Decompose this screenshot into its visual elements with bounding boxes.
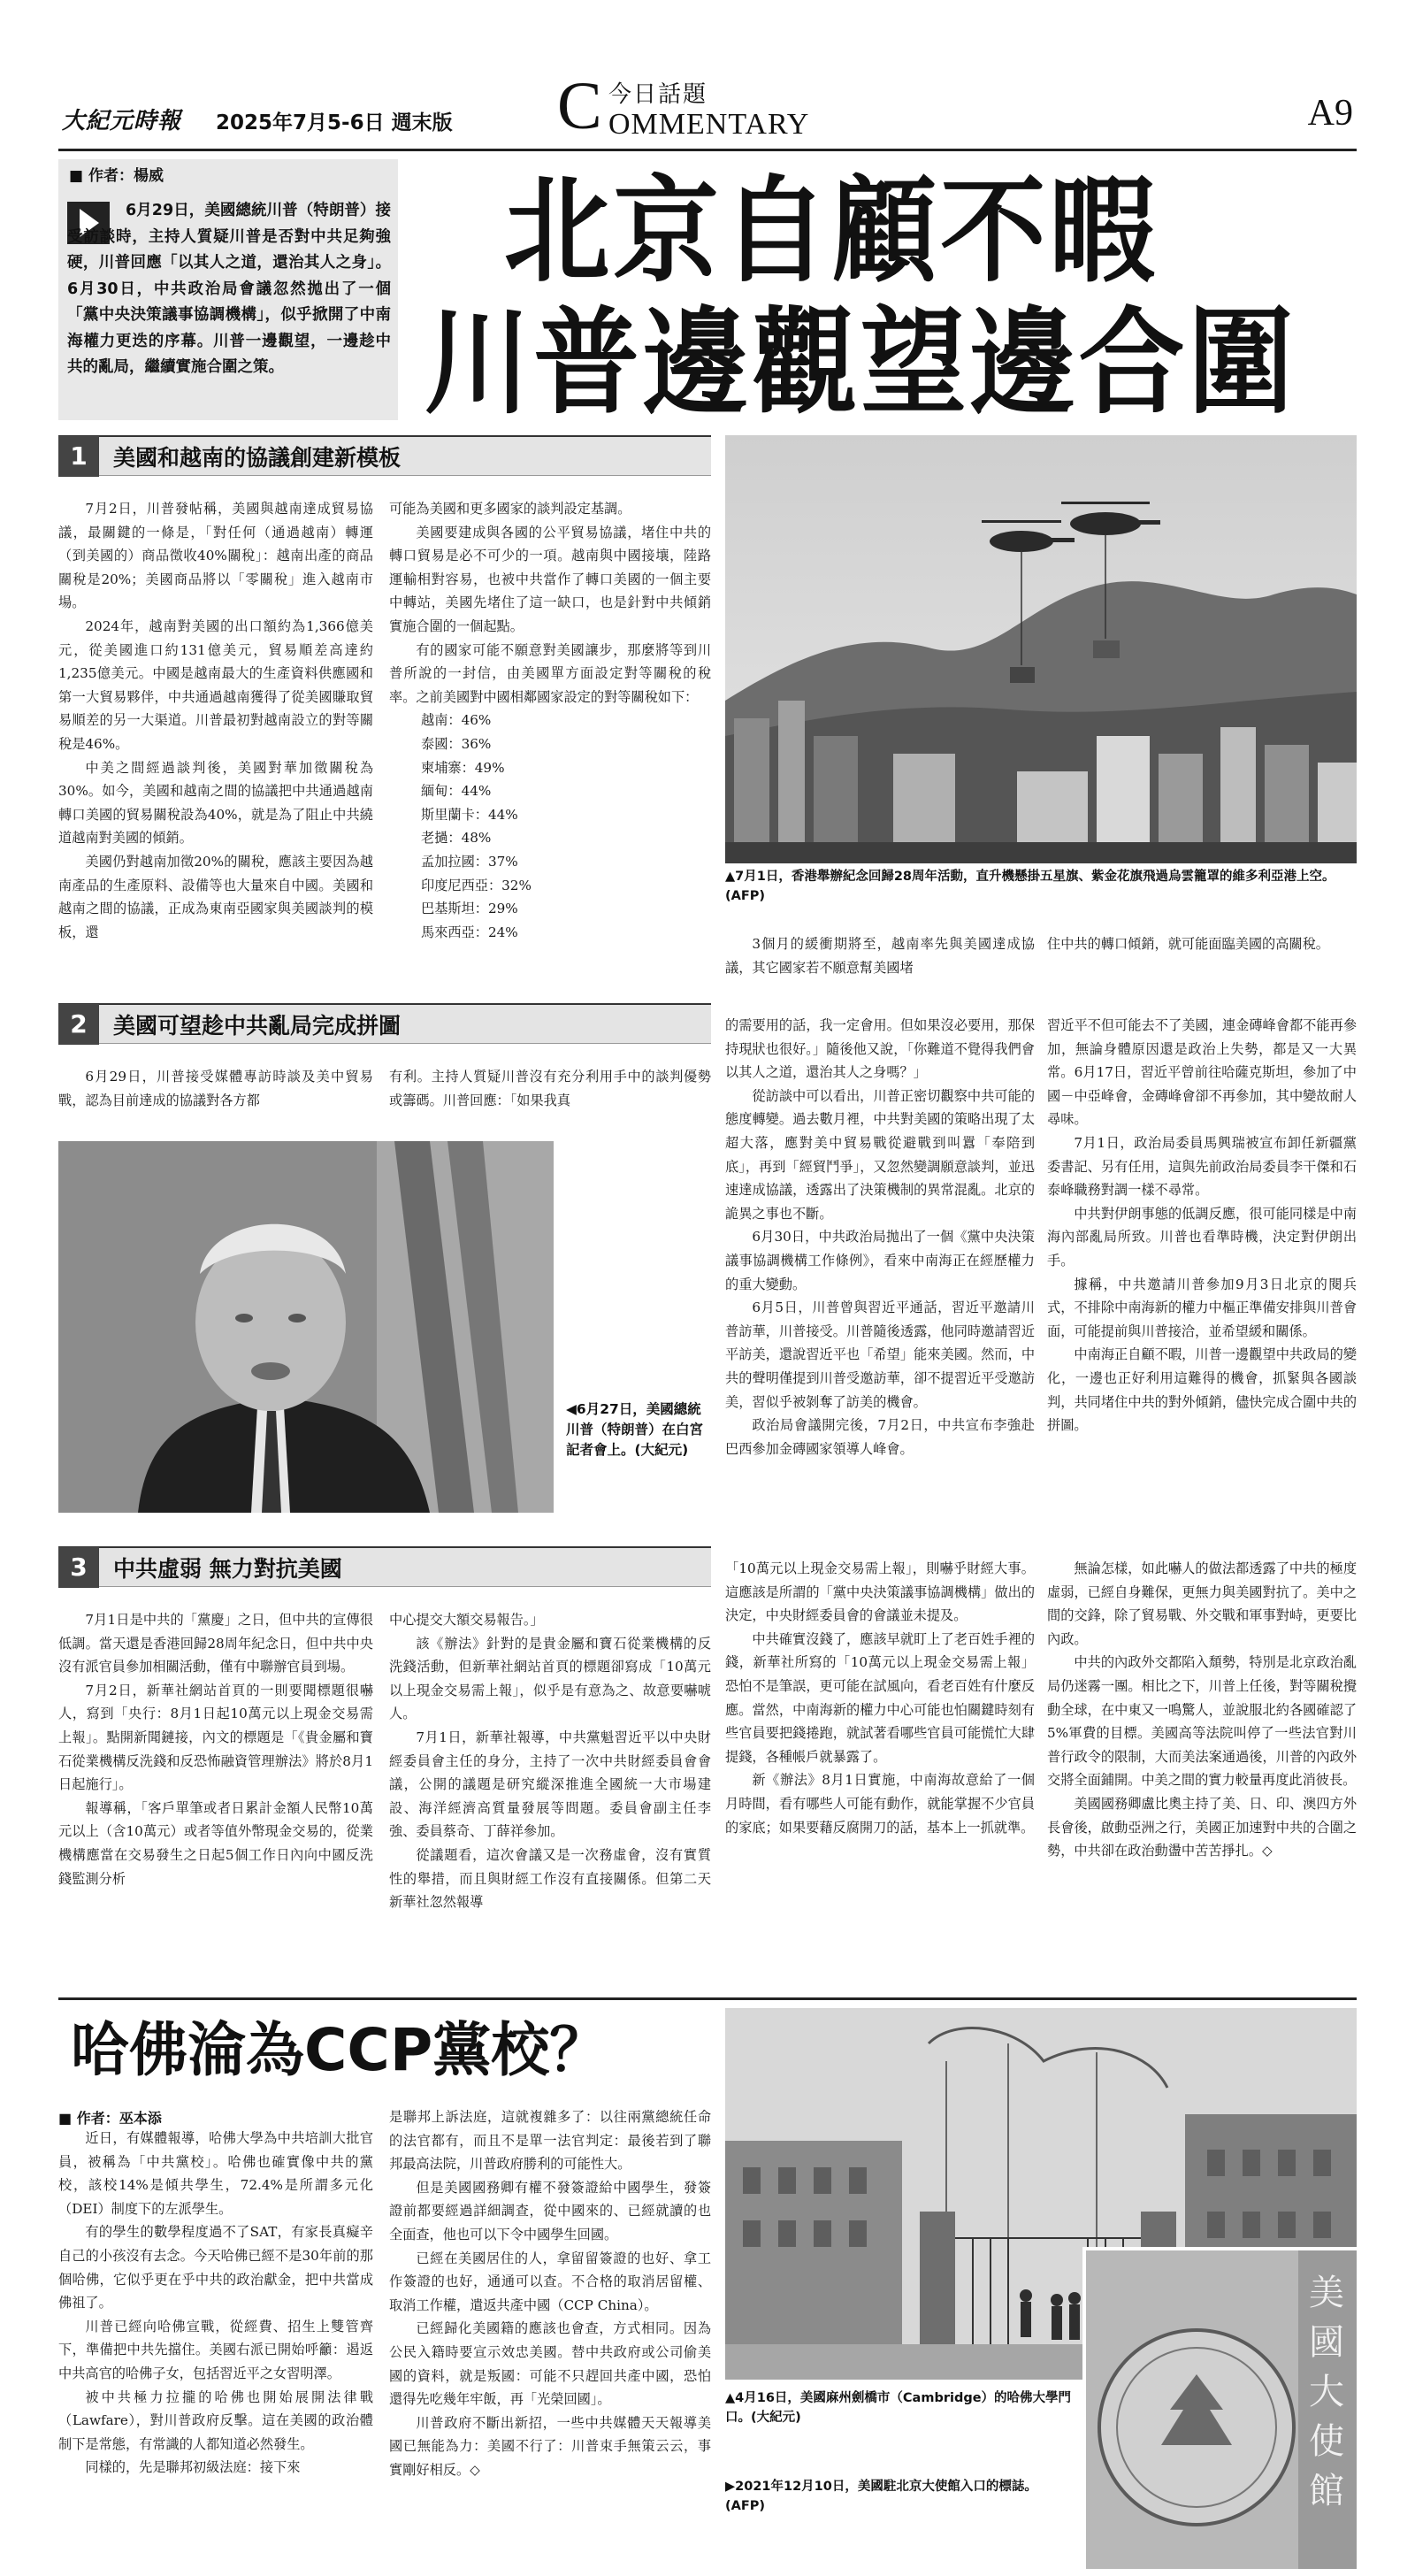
lead-headline-line2: 川普邊觀望邊合圍 (424, 295, 1297, 430)
article-divider (58, 1997, 1357, 2000)
tariff-item: 泰國：36% (421, 735, 492, 752)
paragraph: 川普已經向哈佛宣戰，從經費、招生上雙管齊下，準備把中共先擋住。美國右派已開始呼籲：遏返中共高官的哈佛子女，包括習近平之女習明澤。 (58, 2318, 373, 2381)
section1-col1 (58, 497, 373, 989)
paragraph: 住中共的轉口傾銷，就可能面臨美國的高關稅。 (1047, 936, 1329, 952)
section1-bottom-col2 (1047, 932, 1357, 985)
hong-kong-harbour-image (725, 435, 1357, 863)
section-logo (557, 69, 929, 143)
section3-col4 (1047, 1557, 1357, 1989)
paragraph: 同樣的，先是聯邦初級法庭：接下來 (85, 2459, 301, 2476)
paragraph: 6月30日，中共政治局拋出了一個《黨中央決策議事協調機構工作條例》，看來中南海正在經歷權力的重大變動。 (725, 1229, 1035, 1292)
embassy-sign-text: 美國大使館 (1309, 2273, 1344, 2511)
section2-top-col1 (58, 1065, 373, 1115)
paragraph: 中南海正自顧不暇，川普一邊觀望中共政局的變化，一邊也正好利用這難得的機會，抓緊與各國談判，共同堵住中共的對外傾銷，儘快完成合圍中共的拼圖。 (1047, 1346, 1357, 1434)
hong-kong-photo-caption: ▲7月1日，香港舉辦紀念回歸28周年活動，直升機懸掛五星旗、紫金花旗飛過烏雲籠罩的維多利亞港上空。(AFP) (725, 870, 1335, 903)
paragraph: 是聯邦上訴法庭，這就複雜多了：以往兩黨總統任命的法官都有，而且不是單一法官判定：最後若到了聯邦最高法院，川普政府勝利的可能性大。 (389, 2109, 711, 2173)
lead-headline-line1: 北京自顧不暇 (504, 164, 1159, 298)
paragraph: 中共的內政外交都陷入頹勢，特別是北京政治亂局仍迷霧一團。相比之下，川普上任後，對等關稅攪動全球，在中東又一鳴驚人，並說服北約各國確認了5%軍費的目標。美國高等法院叫停了一些法官對川普行政令的限制，大而美法案通過後，川普的內政外交將全面鋪開。中美之間的實力較量再度此消彼長。 (1047, 1654, 1357, 1789)
tariff-item: 印度尼西亞：32% (421, 877, 532, 893)
trump-portrait-image (58, 1141, 554, 1513)
paragraph: 7月2日，新華社網站首頁的一則要聞標題很嚇人，寫到「央行：8月1日起10萬元以上現金交易需上報」。點開新聞鏈接，內文的標題是「《貴金屬和寶石從業機構反洗錢和反恐怖融資管理辦法》將於8月1日起施行」。 (58, 1682, 373, 1793)
section2-number: 2 (58, 1004, 99, 1045)
paragraph: 習近平不但可能去不了美國，連金磚峰會都不能再參加，無論身體原因還是政治上失勢，都是又一大異常。6月17日，習近平曾前往哈薩克斯坦，參加了中國－中亞峰會，金磚峰會卻不再參加，其中變故耐人尋味。 (1047, 1017, 1357, 1128)
paragraph: 7月1日，政治局委員馬興瑞被宣布卸任新疆黨委書記、另有任用，這與先前政治局委員李干傑和石泰峰職務對調一樣不尋常。 (1047, 1134, 1357, 1199)
paragraph: 6月5日，川普曾與習近平通話，習近平邀請川普訪華，川普接受。川普隨後透露，他同時邀請習近平訪美，還說習近平也「希望」能來美國。然而，中共的聲明僅提到川普受邀訪華，卻不提習近平受邀訪美，習似乎被剝奪了訪美的機會。 (725, 1300, 1035, 1410)
harvard-photo-caption: ▲4月16日，美國麻州劍橋市（Cambridge）的哈佛大學門口。(大紀元) (725, 2391, 1072, 2425)
embassy-photo-caption: ▶2021年12月10日，美國駐北京大使館入口的標誌。(AFP) (725, 2480, 1037, 2513)
paragraph: 被中共極力拉攏的哈佛也開始展開法律戰（Lawfare），對川普政府反擊。這在美國的政治體制下是常態，有常識的人都知道必然發生。 (58, 2388, 373, 2452)
section3-number: 3 (58, 1547, 99, 1588)
tariff-item: 巴基斯坦：29% (421, 901, 518, 917)
section3-col2 (389, 1608, 711, 1989)
paragraph: 新《辦法》8月1日實施，中南海故意給了一個月時間，看有哪些人可能有動作，就能掌握不少官員的家底；如果要藉反腐開刀的話，基本上一抓就準。 (725, 1772, 1035, 1836)
paragraph: 報導稱，「客戶單筆或者日累計金額人民幣10萬元以上（含10萬元）或者等值外幣現金交易的，從業機構應當在交易發生之日起5個工作日內向中國反洗錢監測分析 (58, 1799, 373, 1887)
section-logo-text: OMMENTARY (608, 108, 810, 141)
section-logo-initial: C (557, 69, 602, 143)
section2-top-col2 (389, 1065, 711, 1115)
section2-header (58, 1003, 711, 1044)
tariff-list (389, 709, 711, 944)
issue-date: 2025年7月5-6日 週末版 (216, 111, 453, 134)
paragraph: 美國仍對越南加徵20%的關稅，應該主要因為越南產品的生產原料、設備等也大量來自中國。美國和越南之間的協議，正成為東南亞國家與美國談判的模板，還 (58, 853, 373, 940)
paragraph: 2024年，越南對美國的出口額約為1,366億美元，從美國進口約131億美元，貿易順差高達約1,235億美元。中國是越南最大的生產資料供應國和第一大貿易夥伴，中共通過越南獲得了從美國賺取貿易順差的另一大渠道。川普最初對越南設立的對等關稅是46%。 (58, 617, 373, 752)
paper-name: 大紀元時報 (62, 108, 182, 134)
paragraph: 美國國務卿盧比奧主持了美、日、印、澳四方外長會後，啟動亞洲之行，美國正加速對中共的合圍之勢，中共卻在政治動盪中苦苦掙扎。◇ (1047, 1795, 1357, 1859)
paragraph: 6月29日，川普接受媒體專訪時談及美中貿易戰，認為目前達成的協議對各方都 (58, 1069, 373, 1108)
paragraph: 有利。主持人質疑川普沒有充分利用手中的談判優勢或籌碼。川普回應：「如果我真 (389, 1069, 711, 1108)
lead-byline: ■ 作者：楊威 (69, 167, 164, 185)
harvard-col1 (58, 2127, 373, 2569)
harvard-col2 (389, 2105, 711, 2569)
paragraph: 有的學生的數學程度過不了SAT，有家長真癡辛自己的小孩沒有去念。今天哈佛已經不是30年前的那個哈佛，它似乎更在乎中共的政治獻金，把中共當成佛祖了。 (58, 2224, 373, 2312)
paragraph: 據稱，中共邀請川普參加9月3日北京的閱兵式，不排除中南海新的權力中樞正準備安排與川普會面，可能提前與川普接洽，並希望緩和關係。 (1047, 1276, 1357, 1339)
paragraph: 中美之間經過談判後，美國對華加徵關稅為30%。如今，美國和越南之間的協議把中共通過越南轉口美國的貿易關稅設為40%，就是為了阻止中共繞道越南對美國的傾銷。 (58, 759, 373, 847)
tariff-item: 斯里蘭卡：44% (421, 806, 518, 823)
paragraph: 美國要建成與各國的公平貿易協議，堵住中共的轉口貿易是必不可少的一項。越南與中國接壤，陸路運輸相對容易，也被中共當作了轉口美國的一個主要中轉站，美國先堵住了這一缺口，也是針對中共傾銷實施合圍的一個起點。 (389, 524, 711, 634)
paragraph: 從議題看，這次會議又是一次務虛會，沒有實質性的舉措，而且與財經工作沒有直接關係。但第二天新華社忽然報導 (389, 1846, 711, 1911)
paragraph: 但是美國國務卿有權不發簽證給中國學生，發簽證前都要經過詳細調查，從中國來的、已經就讀的也全面查，他也可以下令中國學生回國。 (389, 2179, 711, 2242)
masthead (62, 69, 1353, 143)
harvard-headline: 哈佛淪為CCP黨校？ (71, 2016, 608, 2084)
paragraph: 7月2日，川普發帖稱，美國與越南達成貿易協議，最關鍵的一條是，「對任何（通過越南）轉運（到美國的）商品徵收40%關稅」：越南出產的商品關稅是20%；美國商品將以「零關稅」進入越南市場。 (58, 501, 373, 611)
trump-photo-caption: ◀6月27日，美國總統川普（特朗普）在白宮記者會上。(大紀元) (566, 1401, 704, 1458)
section1-bottom-col1 (725, 932, 1035, 985)
hong-kong-helicopter-photo (725, 435, 1357, 863)
section3-col1 (58, 1608, 373, 1989)
paragraph: 的需要用的話，我一定會用。但如果沒必要用，那保持現狀也很好。」隨後他又說，「你難道不覺得我們會以其人之道，還治其人之身嗎？」 (725, 1017, 1035, 1081)
section1-col2 (389, 497, 711, 989)
paragraph: 已經歸化美國籍的應該也會查，方式相同。因為公民入籍時要宣示效忠美國。替中共政府或公司偷美國的資料，就是叛國：可能不只趕回共產中國，恐怕還得先吃幾年牢飯，再「光榮回國」。 (389, 2320, 711, 2408)
page-number: A9 (1307, 93, 1353, 134)
harvard-byline: ■ 作者：巫本添 (58, 2110, 162, 2127)
paragraph: 川普政府不斷出新招，一些中共媒體天天報導美國已無能為力：美國不行了：川普束手無策云云，事實剛好相反。◇ (389, 2414, 711, 2478)
section-name-cn: 今日話題 (608, 81, 708, 108)
paragraph: 中共對伊朗事態的低調反應，很可能同樣是中南海內部亂局所致。川普也看準時機，決定對伊朗出手。 (1047, 1205, 1357, 1269)
paragraph: 中共確實沒錢了，應該早就盯上了老百姓手裡的錢，新華社所寫的「10萬元以上現金交易需上報」恐怕不是筆誤，更可能在試風向，看老百姓有什麼反應。當然，中南海新的權力中心可能也怕關鍵時刻有些官員要把錢捲跑，就試著看哪些官員可能慌忙大肆提錢，各種帳戶就暴露了。 (725, 1630, 1035, 1765)
masthead-rule (58, 149, 1357, 151)
tariff-item: 緬甸：44% (421, 783, 492, 800)
paragraph: 中心提交大額交易報告。」 (389, 1612, 544, 1628)
paragraph: 有的國家可能不願意對美國讓步，那麼將等到川普所說的一封信，由美國單方面設定對等關稅的稅率。之前美國對中國相鄰國家設定的對等關稅如下： (389, 641, 711, 705)
paragraph: 7月1日，新華社報導，中共黨魁習近平以中央財經委員會主任的身分，主持了一次中共財經委員會會議，公開的議題是研究縱深推進全國統一大市場建設、海洋經濟高質量發展等問題。委員會副主任李強、委員蔡奇、丁薛祥參加。 (389, 1729, 711, 1840)
us-embassy-beijing-photo (1082, 2247, 1357, 2569)
paragraph: 可能為美國和更多國家的談判設定基調。 (389, 501, 631, 517)
paragraph: 該《辦法》針對的是貴金屬和寶石從業機構的反洗錢活動，但新華社網站首頁的標題卻寫成「10萬元以上現金交易需上報」，似乎是有意為之、故意要嚇唬人。 (389, 1635, 711, 1722)
section2-col4 (1047, 1014, 1357, 1525)
paragraph: 已經在美國居住的人，拿留留簽證的也好、拿工作簽證的也好，通通可以查。不合格的取消居留權、取消工作權，遣返共產中國（CCP China）。 (389, 2250, 711, 2313)
paragraph: 「10萬元以上現金交易需上報」，則嚇乎財經大事。這應該是所謂的「黨中央決策議事協調機構」做出的決定，中央財經委員會的會議並未提及。 (725, 1560, 1035, 1624)
lead-summary-box (58, 159, 398, 420)
paragraph: 7月1日是中共的「黨慶」之日，但中共的宣傳很低調。當天還是香港回歸28周年紀念日，但中共中央沒有派官員參加相關活動，僅有中聯辦官員到場。 (58, 1612, 373, 1675)
tariff-item: 老撾：48% (421, 830, 492, 847)
paragraph: 3個月的緩衝期將至，越南率先與美國達成協議，其它國家若不願意幫美國堵 (725, 936, 1035, 976)
trump-press-conference-photo (58, 1141, 554, 1513)
lead-summary: 6月29日，美國總統川普（特朗普）接受訪談時，主持人質疑川普是否對中共足夠強硬，川普回應「以其人之道，還治其人之身」。6月30日，中共政治局會議忽然拋出了一個「黨中央決策議事協調機構」，似乎掀開了中南海權力更迭的序幕。川普一邊觀望，一邊趁中共的亂局，繼續實施合圍之策。 (67, 202, 391, 376)
tariff-item: 孟加拉國：37% (421, 853, 518, 870)
section3-header (58, 1546, 711, 1587)
section2-col3 (725, 1014, 1035, 1525)
section2-title: 美國可望趁中共亂局完成拼圖 (113, 1012, 402, 1039)
tariff-item: 柬埔寨：49% (421, 759, 505, 776)
section1-number: 1 (58, 436, 99, 477)
section3-title: 中共虛弱 無力對抗美國 (113, 1555, 342, 1582)
paragraph: 無論怎樣，如此嚇人的做法都透露了中共的極度虛弱，已經自身難保，更無力與美國對抗了。美中之間的交鋒，除了貿易戰、外交戰和軍事對峙，更要比內政。 (1047, 1560, 1357, 1647)
section3-col3 (725, 1557, 1035, 1989)
paragraph: 近日，有媒體報導，哈佛大學為中共培訓大批官員，被稱為「中共黨校」。哈佛也確實像中共的黨校，該校14%是傾共學生，72.4%是所謂多元化（DEI）制度下的左派學生。 (58, 2130, 373, 2217)
section1-header (58, 435, 711, 476)
tariff-item: 越南：46% (421, 712, 492, 729)
paragraph: 從訪談中可以看出，川普正密切觀察中共可能的態度轉變。過去數月裡，中共對美國的策略出現了太超大落，應對美中貿易戰從避戰到叫囂「奉陪到底」，再到「經貿鬥爭」，又忽然變調願意談判，並迅速達成協議，透露出了決策機制的異常混亂。北京的詭異之事也不斷。 (725, 1087, 1035, 1222)
paragraph: 政治局會議開完後，7月2日，中共宣布李強赴巴西參加金磚國家領導人峰會。 (725, 1417, 1035, 1457)
section1-title: 美國和越南的協議創建新模板 (113, 444, 402, 471)
tariff-item: 馬來西亞：24% (421, 924, 518, 940)
